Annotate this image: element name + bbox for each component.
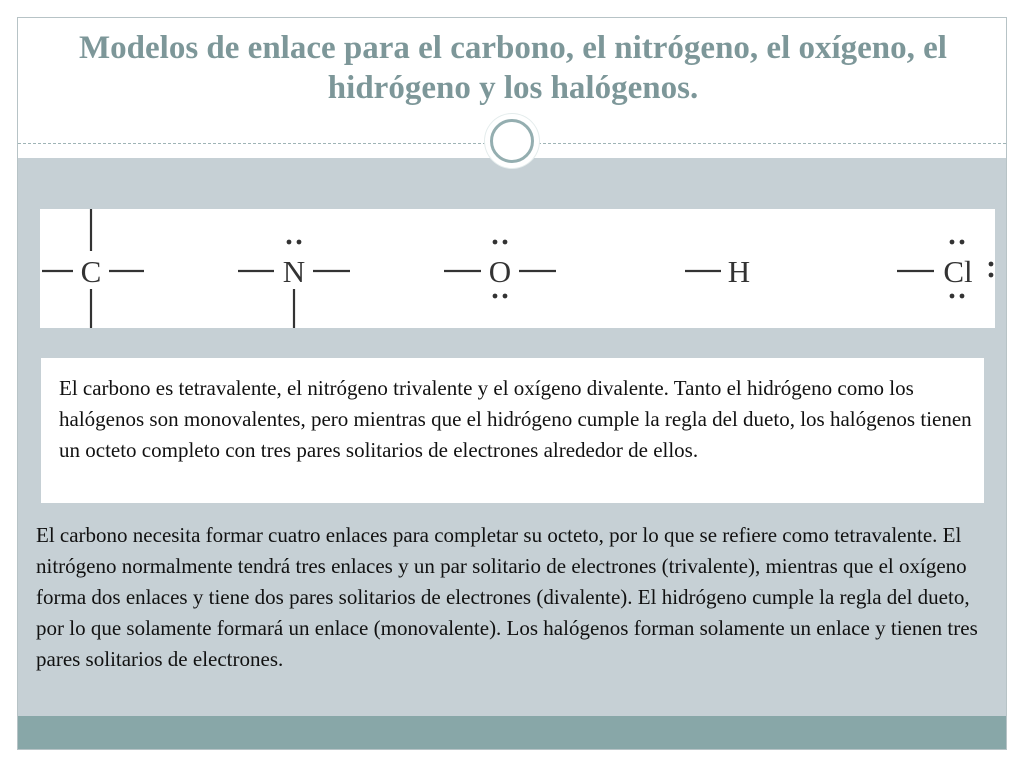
chlorine-lone-pair-dot [989,273,994,278]
slide-title: Modelos de enlace para el carbono, el nitrógeno, el oxígeno, el hidrógeno y los halógenos. [79,30,947,106]
carbon-structure [42,209,144,328]
explanation-paragraph: El carbono necesita formar cuatro enlaces para completar su octeto, por lo que se refiere como tetravalente. El nitrógeno normalmente tendrá tres enlaces y un par solitario de electrones (trivalente), mientras que el oxígeno forma dos enlaces y tiene dos pares solitarios de electrones (divalente). El hidrógeno cumple la regla del dueto, por lo que solamente formará un enlace (monovalente). Los halógenos forman solamente un enlace y tienen tres pares solitarios de electrones. [36,523,978,671]
chlorine-lone-pair-dot [960,240,965,245]
hydrogen-structure [685,254,750,289]
chlorine-structure [897,240,993,299]
bonding-structures-figure [40,209,995,328]
oxygen-lone-pair-dot [493,294,498,299]
footer-band [18,716,1006,749]
oxygen-lone-pair-dot [493,240,498,245]
chlorine-lone-pair-dot [989,262,994,267]
summary-box [41,358,984,503]
carbon-symbol: C [80,254,102,289]
nitrogen-structure [238,240,350,328]
nitrogen-lone-pair-dot [287,240,292,245]
chlorine-lone-pair-dot [950,240,955,245]
oxygen-lone-pair-dot [503,294,508,299]
circle-ornament-icon [485,114,539,168]
summary-paragraph: El carbono es tetravalente, el nitrógeno trivalente y el oxígeno divalente. Tanto el hidrógeno como los halógenos son monovalentes, pero mientras que el hidrógeno cumple la regla del dueto, los halógenos tienen un octeto completo con tres pares solitarios de electrones alrededor de ellos. [59,376,972,462]
chlorine-lone-pair-dot [960,294,965,299]
nitrogen-lone-pair-dot [297,240,302,245]
ornament-ring [490,119,534,163]
chlorine-symbol: Cl [943,254,973,289]
oxygen-lone-pair-dot [503,240,508,245]
oxygen-structure [444,240,556,299]
oxygen-symbol: O [488,254,512,289]
hydrogen-symbol: H [727,254,751,289]
lewis-structures-svg [40,209,995,328]
chlorine-lone-pair-dot [950,294,955,299]
slide [17,17,1007,750]
nitrogen-symbol: N [282,254,306,289]
